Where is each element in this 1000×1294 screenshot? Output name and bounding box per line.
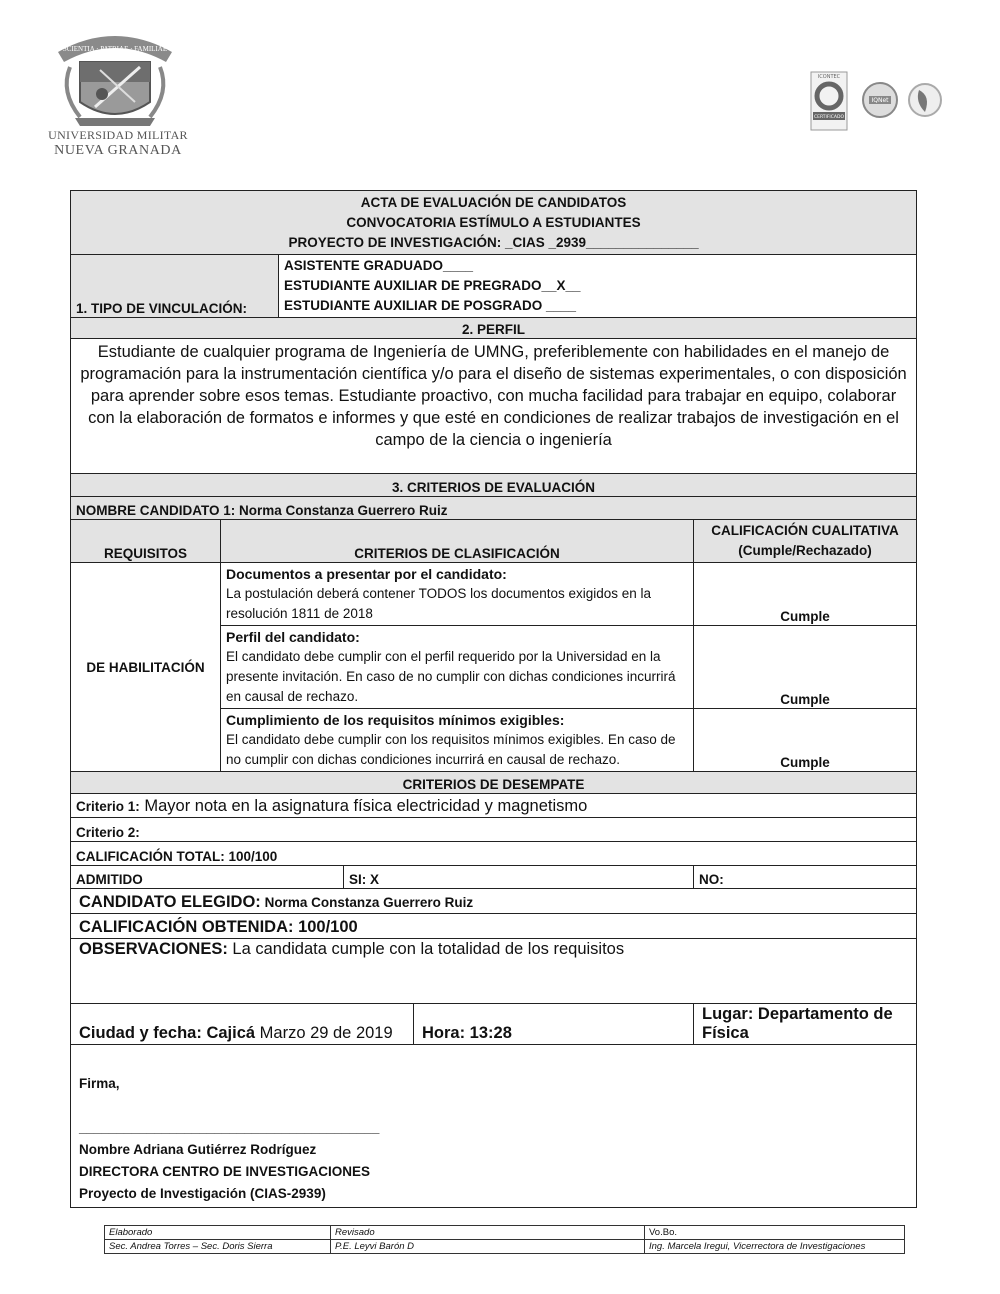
icontec-label: ICONTEC	[817, 74, 841, 80]
footer-elaborado-label: Elaborado	[105, 1226, 331, 1240]
habilitacion-label: DE HABILITACIÓN	[71, 563, 221, 772]
criterio-desempate-1-value: Mayor nota en la asignatura física electricidad y magnetismo	[139, 797, 588, 815]
ciudad-fecha-value: Marzo 29 de 2019	[255, 1024, 393, 1042]
criterio-cell-3	[221, 709, 694, 772]
criterio-row-1	[71, 563, 917, 626]
footer-elaborado-value: Sec. Andrea Torres – Sec. Doris Sierra	[105, 1240, 331, 1254]
lugar: Lugar: Departamento de Física	[694, 1004, 917, 1045]
form-title	[71, 191, 917, 255]
vinculacion-options	[279, 255, 917, 318]
certificado-label: CERTIFICADO	[813, 115, 845, 120]
admitido-si: SI: X	[344, 866, 694, 889]
title-line1: ACTA DE EVALUACIÓN DE CANDIDATOS	[360, 195, 627, 210]
title-row	[71, 191, 917, 255]
hora: Hora: 13:28	[414, 1004, 694, 1045]
title-line2: CONVOCATORIA ESTÍMULO A ESTUDIANTES	[346, 215, 641, 230]
candidato-elegido	[71, 889, 917, 914]
signer-name: Nombre Adriana Gutiérrez Rodríguez	[79, 1142, 317, 1157]
perfil-heading: 2. PERFIL	[71, 318, 917, 339]
footer-vobo-label: Vo.Bo.	[645, 1226, 905, 1240]
criterios-header-row	[71, 520, 917, 563]
calificacion-total: CALIFICACIÓN TOTAL: 100/100	[71, 842, 917, 866]
signature-block	[71, 1045, 917, 1208]
university-name-line2: NUEVA GRANADA	[54, 143, 182, 158]
vinculacion-option-1: ASISTENTE GRADUADO____	[284, 258, 474, 273]
criterio-title-2: Perfil del candidato:	[226, 629, 360, 645]
motto-text: SCIENTIA · PATRIAE · FAMILIAE	[62, 45, 168, 53]
vinculacion-option-3: ESTUDIANTE AUXILIAR DE POSGRADO ____	[284, 298, 577, 313]
criterio-desempate-1	[71, 794, 917, 818]
perfil-text: Estudiante de cualquier programa de Ingeniería de UMNG, preferiblemente con habilidades en el manejo de programación para la instrumentación científica y/o para el diseño de sistemas experimentales, o con disposición para aprender sobre esos temas. Estudiante proactivo, con mucha facilidad para trabajar en equipo, colaborar con la elaboración de formatos e informes y que esté en condiciones de realizar trabajos de investigación en el campo de la ciencia o ingeniería	[71, 339, 917, 474]
criterio-result-1: Cumple	[694, 563, 917, 626]
title-line3: PROYECTO DE INVESTIGACIÓN: _CIAS _2939_______________	[288, 235, 699, 250]
footer-revisado-label: Revisado	[331, 1226, 645, 1240]
candidato-elegido-label: CANDIDATO ELEGIDO:	[79, 893, 261, 911]
vinculacion-row	[71, 255, 917, 318]
admitido-row	[71, 866, 917, 889]
ciudad-fecha	[71, 1004, 414, 1045]
criterio-title-3: Cumplimiento de los requisitos mínimos exigibles:	[226, 712, 565, 728]
observaciones	[71, 939, 917, 1004]
admitido-no: NO:	[694, 866, 917, 889]
criterios-heading: 3. CRITERIOS DE EVALUACIÓN	[71, 474, 917, 497]
col-calificacion-line1: CALIFICACIÓN CUALITATIVA	[711, 523, 899, 538]
university-name	[48, 128, 188, 158]
signature-line: ________________________________________	[79, 1120, 380, 1135]
observaciones-label: OBSERVACIONES:	[79, 940, 228, 958]
lugar-fecha-row	[71, 1004, 917, 1045]
signer-title: DIRECTORA CENTRO DE INVESTIGACIONES	[79, 1164, 371, 1179]
approval-footer	[104, 1225, 905, 1254]
criterio-desempate-1-label: Criterio 1:	[76, 799, 140, 814]
vinculacion-option-2: ESTUDIANTE AUXILIAR DE PREGRADO__X__	[284, 278, 581, 293]
evaluation-form	[70, 190, 917, 1208]
criterio-result-2: Cumple	[694, 626, 917, 709]
observaciones-value: La candidata cumple con la totalidad de los requisitos	[227, 940, 625, 958]
ciudad-fecha-label: Ciudad y fecha: Cajicá	[79, 1024, 256, 1042]
university-name-line1: UNIVERSIDAD MILITAR	[48, 128, 188, 142]
desempate-heading: CRITERIOS DE DESEMPATE	[71, 772, 917, 794]
criterio-text-2: El candidato debe cumplir con el perfil requerido por la Universidad en la presente invitación. En caso de no cumplir con dichas condiciones incurrirá en causal de rechazo.	[226, 649, 676, 704]
signer-project: Proyecto de Investigación (CIAS-2939)	[79, 1186, 326, 1201]
firma-label: Firma,	[79, 1076, 120, 1091]
col-criterios: CRITERIOS DE CLASIFICACIÓN	[221, 520, 694, 563]
criterio-cell-2	[221, 626, 694, 709]
criterio-desempate-2: Criterio 2:	[71, 818, 917, 842]
criterio-text-3: El candidato debe cumplir con los requisitos mínimos exigibles. En caso de no cumplir con dichas condiciones incurrirá en causal de rechazo.	[226, 732, 676, 767]
col-requisitos: REQUISITOS	[71, 520, 221, 563]
iqnet-label: IQNet	[871, 97, 889, 104]
criterio-result-3: Cumple	[694, 709, 917, 772]
criterio-cell-1	[221, 563, 694, 626]
certification-logos	[805, 66, 955, 136]
criterio-title-1: Documentos a presentar por el candidato:	[226, 566, 507, 582]
candidato-elegido-value: Norma Constanza Guerrero Ruiz	[260, 895, 474, 910]
criterio-text-1: La postulación deberá contener TODOS los documentos exigidos en la resolución 1811 de 2018	[226, 586, 652, 621]
col-calificacion-line2: (Cumple/Rechazado)	[738, 543, 872, 558]
col-calificacion	[694, 520, 917, 563]
vinculacion-label: 1. TIPO DE VINCULACIÓN:	[71, 255, 279, 318]
footer-revisado-value: P.E. Leyvi Barón D	[331, 1240, 645, 1254]
calificacion-obtenida: CALIFICACIÓN OBTENIDA: 100/100	[71, 914, 917, 939]
candidate-name: NOMBRE CANDIDATO 1: Norma Constanza Guerrero Ruiz	[71, 497, 917, 520]
admitido-label: ADMITIDO	[71, 866, 344, 889]
footer-vobo-value: Ing. Marcela Iregui, Vicerrectora de Investigaciones	[645, 1240, 905, 1254]
